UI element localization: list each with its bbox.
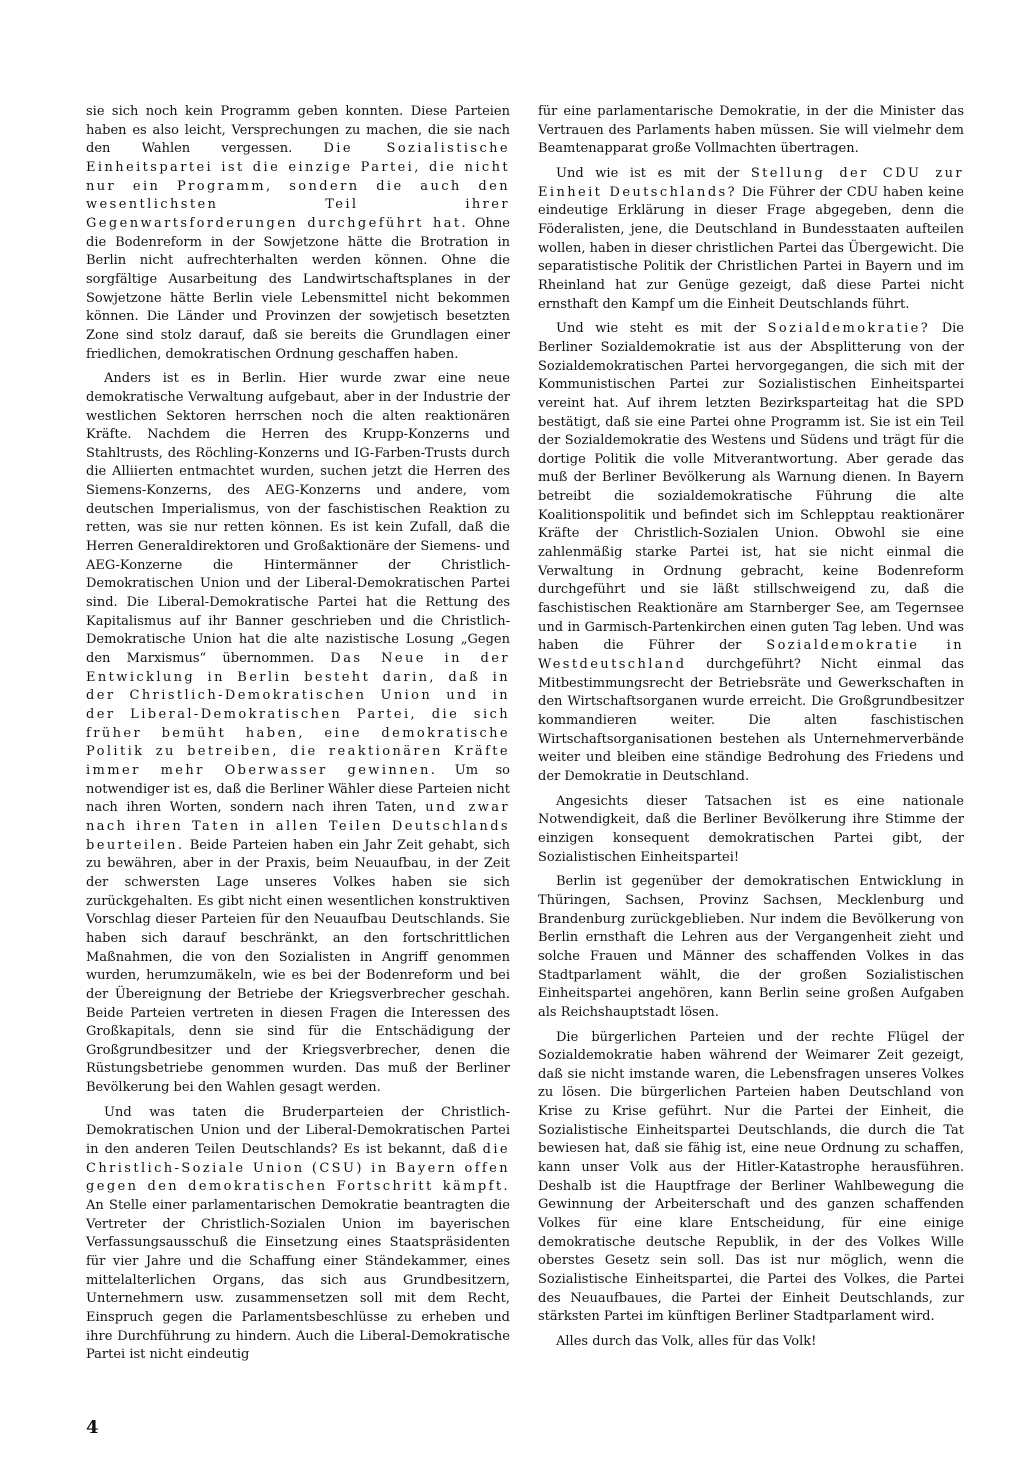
text-run: sie sich noch kein Programm geben konnten. Diese Parteien haben es also leicht, Versprechungen zu machen, die sie nach den Wahlen vergessen. — [86, 104, 510, 157]
text-run: Die Führer der CDU haben keine eindeutige Erklärung in dieser Frage abgegeben, denn die Föderalisten, jene, die Deutschland in Bundesstaaten aufteilen wollen, haben in dieser christlichen Partei das Übergewicht. Die separatistische Politik der Christlichen Partei in Bayern und im Rheinland hat zur Genüge gezeigt, daß diese Partei nicht ernsthaft den Kampf um die Einheit Deutschlands führt. — [538, 184, 964, 312]
paragraph — [538, 165, 964, 314]
text-run: Die Berliner Sozialdemokratie ist aus der Absplitterung von der Sozialdemokratischen Partei hervorgegangen, die sich mit der Kommunistischen Partei zur Sozialistischen Einheitspartei vereint hat. Auf ihrem letzten Bezirksparteitag hat die SPD bestätigt, daß sie eine Partei ohne Programm ist. Sie ist ein Teil der Sozialdemokratie des Westens und Südens und trägt für die dortige Politik die volle Mitverantwortung. Aber gerade das muß der Berliner Bevölkerung als Warnung dienen. In Bayern betreibt die sozialdemokratische Führung die alte Koalitionspolitik und befindet sich im Schlepptau reaktionärer Kräfte der Christlich-Sozialen Union. Obwohl sie eine zahlenmäßig starke Partei ist, hat sie nicht einmal die Verwaltung in Ordnung gebracht, keine Bodenreform durchgeführt und sie läßt stillschweigend zu, daß die faschistischen Reaktionäre am Starnberger See, am Tegernsee und in Garmisch-Partenkirchen einen guten Tag leben. Und was haben die Führer der — [538, 321, 964, 654]
emphasized-text: Sozialdemokratie in Westdeutschland — [538, 638, 964, 673]
paragraph: für eine parlamentarische Demokratie, in der die Minister das Vertrauen des Parlaments haben müssen. Sie will vielmehr dem Beamtenapparat große Vollmachten übertragen. — [538, 104, 964, 157]
text-run: Anders ist es in Berlin. Hier wurde zwar eine neue demokratische Verwaltung aufgebaut, aber in der Industrie der westlichen Sektoren herrschen noch die alten reaktionären Kräfte. Nachdem die Herren des Krupp-Konzerns und Stahltrusts, des Röchling-Konzerns und IG-Farben-Trusts durch die Alliierten entmachtet wurden, suchen jetzt die Herren des Siemens-Konzerns, des AEG-Konzerns und andere, vom deutschen Imperialismus, von der faschistischen Reaktion zu retten, was sie nur retten können. Es ist kein Zufall, daß die Herren Generaldirektoren und Großaktionäre der Siemens- und AEG-Konzerne die Hintermänner der Christlich-Demokratischen Union und der Liberal-Demokratischen Partei sind. Die Liberal-Demokratische Partei hat die Rettung des Kapitalismus auf ihr Banner geschrieben und die Christlich-Demokratische Union hat die alte nazistische Losung „Gegen den Marxismus“ übernommen. — [86, 371, 510, 667]
paragraph — [86, 370, 510, 1098]
text-run: An Stelle einer parlamentarischen Demokratie beantragten die Vertreter der Christlich-Sozialen Union im bayerischen Verfassungsausschuß die Einsetzung eines Staatspräsidenten für vier Jahre und die Schaffung einer Ständekammer, eines mittelalterlichen Organs, das sich aus Grundbesitzern, Unternehmern usw. zusammensetzen soll mit dem Recht, Einspruch gegen die Parlamentsbeschlüsse zu erheben und ihre Durchführung zu hindern. Auch die Liberal-Demokratische Partei ist nicht eindeutig — [86, 1198, 510, 1363]
paragraph: Berlin ist gegenüber der demokratischen Entwicklung in Thüringen, Sachsen, Provinz Sachsen, Mecklenburg und Brandenburg zurückgeblieben. Nur indem die Bevölkerung von Berlin ernsthaft die Lehren aus der Vergangenheit zieht und solche Frauen und Männer des schaffenden Volkes in das Stadtparlament wählt, die der großen Sozialistischen Einheitspartei angehören, kann Berlin seine großen Aufgaben als Reichshauptstadt lösen. — [538, 874, 964, 1020]
text-run: Beide Parteien haben ein Jahr Zeit gehabt, sich zu bewähren, aber in der Praxis, beim Neuaufbau, in der Zeit der schwersten Lage unseres Volkes haben sie sich zurückgehalten. Es gibt nicht einen wesentlichen konstruktiven Vorschlag dieser Parteien für den Neuaufbau Deutschlands. Sie haben sich darauf beschränkt, an den fortschrittlichen Maßnahmen, die von den Sozialisten in Angriff genommen wurden, herumzumäkeln, wie es bei der Bodenreform und bei der Übereignung der Betriebe der Kriegsverbrecher geschah. Beide Parteien vertreten in diesen Fragen die Interessen des Großkapitals, denn sie sind für die Entschädigung der Großgrundbesitzer und der Kriegsverbrecher, denen die Rüstungsbetriebe genommen wurden. Das muß der Berliner Bevölkerung bei den Wahlen gesagt werden. — [86, 837, 510, 1096]
emphasized-text: Stellung der CDU zur Einheit Deutschlands? — [538, 165, 965, 200]
emphasized-text: die Christlich-Soziale Union (CSU) in Bayern offen gegen den demokratischen Fortschritt kämpft. — [86, 1142, 510, 1195]
closing-slogan: Alles durch das Volk, alles für das Volk! — [556, 1334, 817, 1349]
emphasized-text: Das Neue in der Entwicklung in Berlin besteht darin, daß in der Christlich-Demokratischen Union und in der Liberal-Demokratischen Partei, die sich früher bemüht haben, eine demokratische Politik zu betreiben, die reaktionären Kräfte immer mehr Oberwasser gewinnen. — [86, 651, 510, 778]
paragraph: Die bürgerlichen Parteien und der rechte Flügel der Sozialdemokratie haben während der Weimarer Zeit gezeigt, daß sie nicht imstande waren, die Lebensfragen unseres Volkes zu lösen. Die bürgerlichen Parteien haben Deutschland von Krise zu Krise geführt. Nur die Partei der Einheit, die Sozialistische Einheitspartei Deutschlands, die durch die Tat bewiesen hat, daß sie fähig ist, eine neue Ordnung zu schaffen, kann unser Volk aus der Hitler-Katastrophe herausführen. Deshalb ist die Hauptfrage der Berliner Wahlbewegung die Gewinnung der Arbeiterschaft und des ganzen schaffenden Volkes für eine klare Entscheidung, für eine einige demokratische deutsche Republik, in der des Volkes Wille oberstes Gesetz sein soll. Das ist nur möglich, wenn die Sozialistische Einheitspartei, die Partei des Volkes, die Partei des Neuaufbaues, die Partei der Einheit Deutschlands, zur stärksten Partei im künftigen Berliner Stadtparlament wird. — [538, 1029, 964, 1325]
text-run: durchgeführt? Nicht einmal das Mitbestimmungsrecht der Betriebsräte und Gewerkschaften in den Wirtschaftsorganen wurde erreicht. Die Großgrundbesitzer kommandieren weiter. Die alten faschistischen Wirtschaftsorganisationen bestehen als Unternehmerverbände weiter und bleiben eine ständige Bedrohung des Friedens und der Demokratie in Deutschland. — [538, 657, 964, 784]
left-column — [86, 103, 510, 1371]
paragraph: Angesichts dieser Tatsachen ist es eine nationale Notwendigkeit, daß die Berliner Bevölkerung ihre Stimme der einzigen konsequent demokratischen Partei gibt, der Sozialistischen Einheitspartei! — [538, 793, 964, 865]
text-run: Um so notwendiger ist es, daß die Berliner Wähler diese Parteien nicht nach ihren Worten, sondern nach ihren Taten, — [86, 762, 510, 816]
text-run: Und wie ist es mit der — [556, 165, 751, 181]
text-run: Ohne die Bodenreform in der Sowjetzone hätte die Brotration in Berlin nicht aufrechterhalten werden können. Ohne die sorgfältige Ausarbeitung des Landwirtschaftsplanes in der Sowjetzone hätte Berlin viele Lebensmittel nicht bekommen können. Die Länder und Provinzen der sowjetisch besetzten Zone sind stolz darauf, daß sie bereits die Grundlagen einer friedlichen, demokratischen Ordnung geschaffen haben. — [86, 215, 510, 362]
page-number: 4 — [86, 1417, 99, 1438]
paragraph — [86, 1104, 510, 1365]
emphasized-text: und zwar nach ihren Taten in allen Teilen Deutschlands beurteilen. — [86, 800, 511, 853]
paragraph — [538, 320, 964, 786]
right-column — [538, 103, 964, 1358]
text-run: Und wie steht es mit der — [556, 321, 768, 337]
emphasized-text: Die Sozialistische Einheitspartei ist die einzige Partei, die nicht nur ein Programm, sondern die auch den wesentlichsten Teil ihrer Gegenwartsforderungen durchgeführt hat. — [86, 141, 511, 231]
emphasized-text: Sozialdemokratie? — [767, 321, 931, 337]
text-run: Und was taten die Bruderparteien der Christlich-Demokratischen Union und der Liberal-Demokratischen Partei in den anderen Teilen Deutschlands? Es ist bekannt, daß — [86, 1104, 510, 1158]
paragraph — [86, 103, 510, 364]
